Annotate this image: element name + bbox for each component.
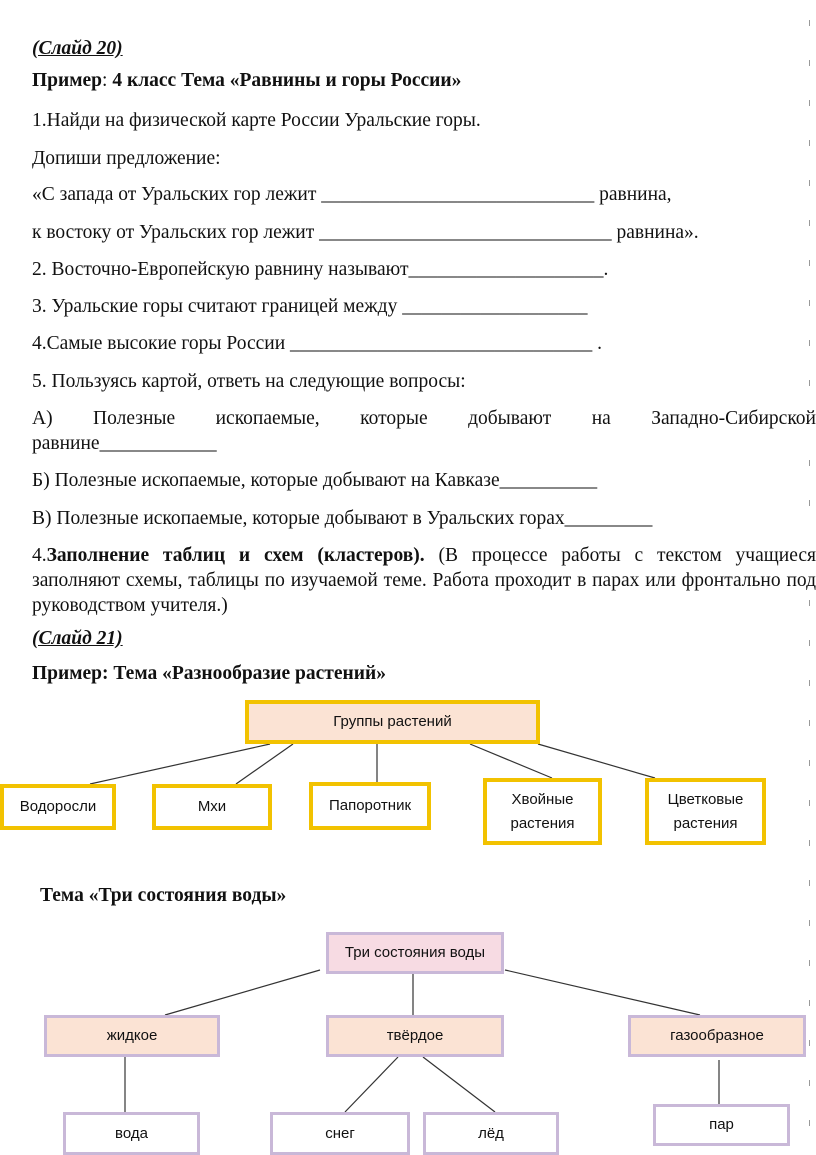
east-sentence: к востоку от Уральских гор лежит ______________________________ равнина». — [32, 222, 699, 243]
water-example-box: вода — [63, 1112, 200, 1155]
question-4: 4.Самые высокие горы России _______________________________ . — [32, 333, 603, 354]
plant-group-box: Хвойные растения — [483, 778, 602, 845]
west-sentence: «С запада от Уральских гор лежит ____________________________ равнина, — [32, 184, 672, 205]
water-state-box: твёрдое — [326, 1015, 504, 1057]
p4-text: (В процессе работы с текстом учащиеся заполняют схемы, таблицы по изучаемой теме. Работа проходит в парах или фронтально под руководством учителя.) — [32, 545, 816, 616]
water-root-box: Три состояния воды — [326, 932, 504, 974]
water-example-box: пар — [653, 1104, 790, 1146]
question-2: 2. Восточно-Европейскую равнину называют____________________. — [32, 259, 609, 280]
question-a-line-2: равнине____________ — [32, 433, 217, 454]
water-topic-heading: Тема «Три состояния воды» — [40, 885, 287, 906]
water-state-box: газообразное — [628, 1015, 806, 1057]
question-5: 5. Пользуясь картой, ответь на следующие вопросы: — [32, 371, 466, 392]
example-topic: 4 класс Тема «Равнины и горы России» — [107, 70, 462, 91]
question-c: В) Полезные ископаемые, которые добывают в Уральских горах_________ — [32, 508, 653, 529]
p4-number: 4. — [32, 545, 47, 566]
water-state-box: жидкое — [44, 1015, 220, 1057]
plant-group-box: Мхи — [152, 784, 272, 830]
plant-group-box: Цветковые растения — [645, 778, 766, 845]
connector-line — [423, 1057, 495, 1112]
connector-line — [90, 744, 270, 784]
example-2-heading: Пример: Тема «Разнообразие растений» — [32, 663, 386, 684]
slide-20-label: (Слайд 20) — [32, 38, 123, 59]
water-example-box: снег — [270, 1112, 410, 1155]
connector-line — [505, 970, 700, 1015]
example-label: Пример — [32, 70, 103, 91]
question-b: Б) Полезные ископаемые, которые добывают на Кавказе__________ — [32, 470, 598, 491]
plants-root-box: Группы растений — [245, 700, 540, 744]
example-colon: : — [102, 70, 108, 91]
water-example-box: лёд — [423, 1112, 559, 1155]
plant-group-box: Папоротник — [309, 782, 431, 830]
question-3: 3. Уральские горы считают границей между ___________________ — [32, 296, 588, 317]
connector-line — [345, 1057, 398, 1112]
plant-group-box: Водоросли — [0, 784, 116, 830]
task-1: 1.Найди на физической карте России Уральские горы. — [32, 110, 481, 131]
finish-sentence: Допиши предложение: — [32, 148, 221, 169]
connector-line — [470, 744, 552, 778]
p4-bold: Заполнение таблиц и схем (кластеров). — [46, 545, 425, 566]
slide-21-label: (Слайд 21) — [32, 628, 123, 649]
connector-line — [165, 970, 320, 1015]
question-a-line-1: А) Полезные ископаемые, которые добывают на Западно-Сибирской — [32, 408, 816, 429]
connector-line — [538, 744, 655, 778]
